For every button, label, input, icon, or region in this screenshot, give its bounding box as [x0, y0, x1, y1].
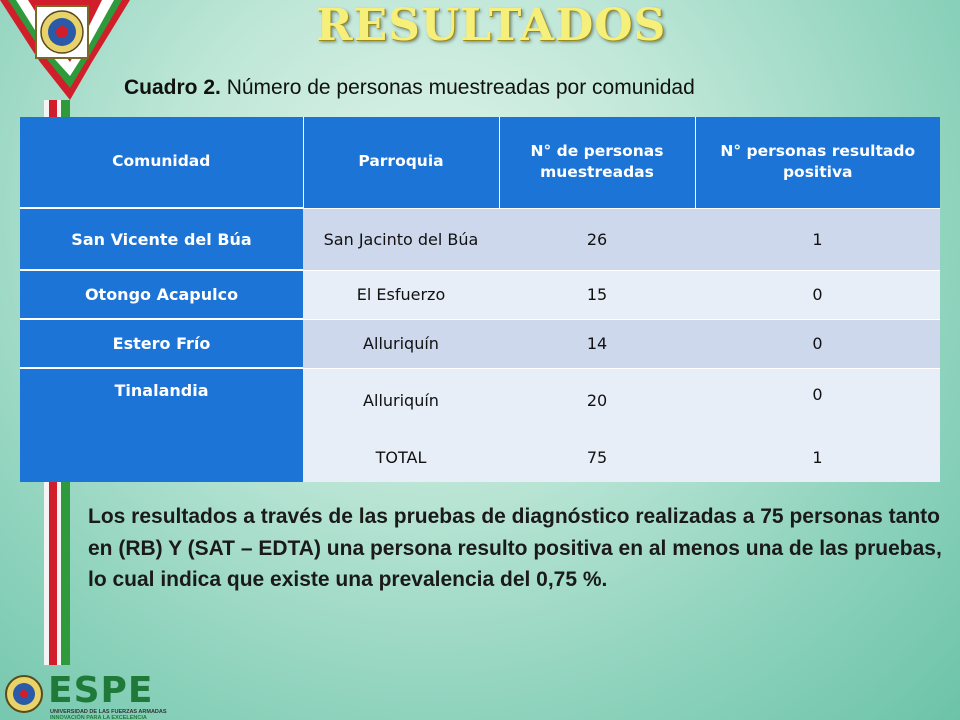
table-caption: [124, 76, 695, 100]
university-seal-icon: [34, 4, 90, 60]
cell-comunidad: San Vicente del Búa: [20, 208, 303, 270]
cell-parroquia: Alluriquín: [303, 319, 499, 368]
header-positivas: N° personas resultado positiva: [695, 117, 940, 208]
results-paragraph: Los resultados a través de las pruebas de diagnóstico realizadas a 75 personas tanto en (RB) Y (SAT – EDTA) una persona resulto positiva en al menos una de las pruebas, lo cual indica que existe una prevalencia del 0,75 %.: [88, 505, 942, 591]
cell-parroquia: Alluriquín: [363, 391, 439, 411]
espe-emblem-icon: [4, 674, 44, 714]
total-label: TOTAL: [375, 448, 427, 468]
cell-positivas: 0: [812, 385, 823, 405]
logo-line-1: UNIVERSIDAD DE LAS FUERZAS ARMADAS: [50, 709, 167, 715]
slide-title: RESULTADOS: [316, 0, 667, 51]
cell-positivas: 1: [695, 208, 940, 270]
logo-name: ESPE: [48, 670, 154, 711]
cell-muestreadas: 20: [586, 391, 608, 411]
cell-positivas-total: [695, 368, 940, 482]
cell-comunidad: Estero Frío: [20, 319, 303, 368]
table-row: [20, 270, 940, 319]
table-header-row: [20, 117, 940, 208]
cell-positivas: 0: [695, 270, 940, 319]
cell-comunidad: Otongo Acapulco: [20, 270, 303, 319]
total-positivas: 1: [812, 448, 823, 468]
header-comunidad: Comunidad: [20, 117, 303, 208]
decorative-ribbon-bottom: [44, 465, 70, 665]
total-muestreadas: 75: [586, 448, 608, 468]
cell-muestreadas: 26: [499, 208, 695, 270]
cell-muestreadas: 15: [499, 270, 695, 319]
cell-muestreadas: 14: [499, 319, 695, 368]
logo-line-2: INNOVACIÓN PARA LA EXCELENCIA: [50, 715, 147, 720]
cell-comunidad: Tinalandia: [20, 368, 303, 482]
results-table: [20, 117, 940, 482]
cell-parroquia: El Esfuerzo: [303, 270, 499, 319]
table-row: [20, 368, 940, 482]
espe-logo: [2, 670, 177, 720]
header-parroquia: Parroquia: [303, 117, 499, 208]
header-muestreadas: N° de personas muestreadas: [499, 117, 695, 208]
table-row: [20, 319, 940, 368]
cell-parroquia: San Jacinto del Búa: [303, 208, 499, 270]
caption-text: Número de personas muestreadas por comunidad: [220, 76, 695, 99]
table-row: [20, 208, 940, 270]
caption-label: Cuadro 2.: [124, 76, 221, 99]
cell-parroquia-total: [303, 368, 499, 482]
cell-positivas: 0: [695, 319, 940, 368]
cell-muestreadas-total: [499, 368, 695, 482]
